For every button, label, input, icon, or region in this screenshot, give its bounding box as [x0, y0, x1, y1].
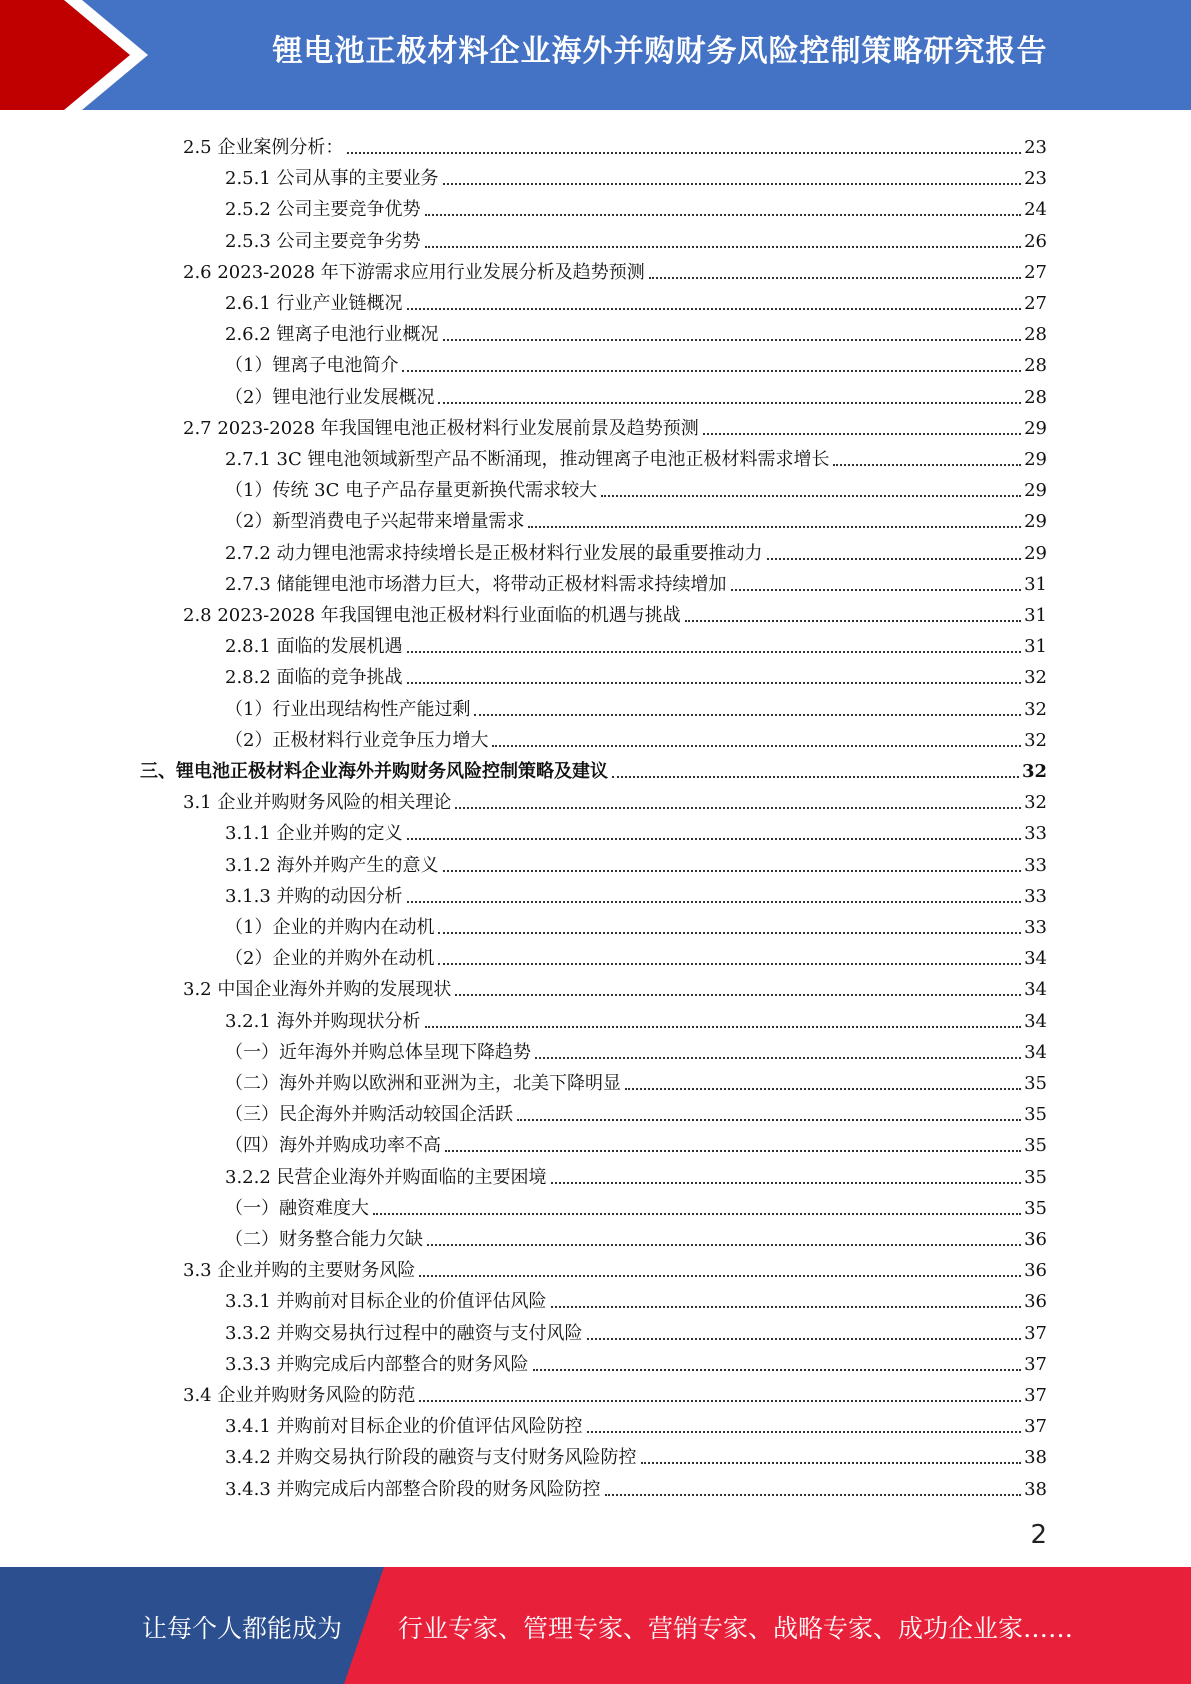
toc-entry[interactable]: [225, 378, 1047, 409]
toc-dot-leader: [455, 807, 1021, 809]
toc-entry-page: 35: [1024, 1166, 1047, 1188]
toc-entry-label: 2.5.3 公司主要竞争劣势: [225, 230, 421, 252]
toc-entry-page: 34: [1024, 948, 1047, 970]
toc-dot-leader: [407, 308, 1022, 310]
toc-entry-label: 3.3.1 并购前对目标企业的价值评估风险: [225, 1291, 547, 1313]
toc-entry[interactable]: [225, 939, 1047, 970]
toc-entry-label: 3.4 企业并购财务风险的防范: [183, 1385, 416, 1406]
toc-dot-leader: [517, 1119, 1021, 1121]
toc-entry-page: 26: [1024, 230, 1047, 252]
toc-entry-label: （2）企业的并购外在动机: [225, 948, 435, 970]
toc-entry-label: （二）财务整合能力欠缺: [225, 1229, 423, 1250]
toc-entry-label: （一）融资难度大: [225, 1197, 369, 1219]
toc-entry-page: 23: [1024, 137, 1047, 158]
toc-entry[interactable]: [225, 1470, 1047, 1501]
toc-dot-leader: [703, 433, 1021, 435]
toc-dot-leader: [551, 1306, 1022, 1308]
toc-entry-label: 2.5.1 公司从事的主要业务: [225, 168, 439, 190]
toc-entry[interactable]: [225, 846, 1047, 877]
toc-dot-leader: [425, 1026, 1022, 1028]
toc-dot-leader: [833, 464, 1021, 466]
toc-entry-page: 33: [1024, 854, 1047, 876]
toc-dot-leader: [407, 901, 1022, 903]
toc-entry-label: 2.7.1 3C 锂电池领域新型产品不断涌现，推动锂离子电池正极材料需求增长: [225, 449, 830, 470]
toc-dot-leader: [625, 1088, 1021, 1090]
toc-dot-leader: [443, 870, 1022, 872]
toc-entry[interactable]: [225, 502, 1047, 533]
toc-entry[interactable]: [140, 752, 1047, 783]
toc-entry[interactable]: [225, 1126, 1047, 1157]
toc-entry-label: （二）海外并购以欧洲和亚洲为主，北美下降明显: [225, 1073, 621, 1094]
toc-entry-page: 31: [1024, 605, 1047, 626]
toc-entry[interactable]: [225, 658, 1047, 689]
toc-entry-label: （1）传统 3C 电子产品存量更新换代需求较大: [225, 480, 598, 502]
toc-entry[interactable]: [225, 1438, 1047, 1469]
toc-dot-leader: [427, 1244, 1021, 1246]
toc-dot-leader: [605, 1494, 1022, 1496]
toc-entry-page: 35: [1024, 1197, 1047, 1219]
toc-entry-label: 3.2 中国企业海外并购的发展现状: [183, 979, 452, 1001]
toc-entry-page: 32: [1024, 792, 1047, 814]
toc-entry-label: 2.8.2 面临的竞争挑战: [225, 667, 403, 689]
toc-entry[interactable]: [225, 346, 1047, 377]
page-header: [0, 0, 1191, 110]
page-footer: [0, 1567, 1191, 1684]
toc-dot-leader: [731, 589, 1022, 591]
toc-entry-page: 37: [1024, 1322, 1047, 1344]
toc-entry[interactable]: [225, 1189, 1047, 1220]
toc-entry-label: 3.1.1 企业并购的定义: [225, 823, 403, 845]
toc-dot-leader: [685, 620, 1021, 622]
toc-entry[interactable]: [225, 1002, 1047, 1033]
toc-entry[interactable]: [225, 1095, 1047, 1126]
toc-entry-page: 36: [1024, 1229, 1047, 1250]
toc-dot-leader: [551, 1182, 1022, 1184]
page-number: 2: [1030, 1520, 1047, 1550]
toc-entry[interactable]: [225, 284, 1047, 315]
toc-entry[interactable]: [225, 1033, 1047, 1064]
toc-entry[interactable]: [225, 471, 1047, 502]
toc-dot-leader: [425, 246, 1022, 248]
toc-entry[interactable]: [225, 1064, 1047, 1095]
toc-entry[interactable]: [225, 222, 1047, 253]
toc-entry[interactable]: [225, 565, 1047, 596]
toc-entry-label: 3.2.1 海外并购现状分析: [225, 1010, 421, 1032]
toc-dot-leader: [438, 402, 1021, 404]
toc-entry[interactable]: [183, 1376, 1047, 1407]
toc-dot-leader: [587, 1338, 1022, 1340]
toc-entry-label: （1）锂离子电池简介: [225, 355, 399, 377]
toc-entry[interactable]: [225, 190, 1047, 221]
toc-entry-label: 3.3.2 并购交易执行过程中的融资与支付风险: [225, 1322, 583, 1344]
toc-entry-label: 3.1.2 海外并购产生的意义: [225, 854, 439, 876]
toc-entry-label: 三、锂电池正极材料企业海外并购财务风险控制策略及建议: [140, 761, 608, 782]
toc-entry-label: 2.6.1 行业产业链概况: [225, 293, 403, 314]
toc-entry-page: 32: [1024, 729, 1047, 751]
toc-entry-label: 2.7.3 储能锂电池市场潜力巨大，将带动正极材料需求持续增加: [225, 573, 727, 595]
toc-entry[interactable]: [183, 783, 1047, 814]
toc-entry-label: 2.5.2 公司主要竞争优势: [225, 199, 421, 221]
toc-entry-page: 29: [1024, 449, 1047, 470]
toc-entry-label: 3.1.3 并购的动因分析: [225, 885, 403, 907]
toc-entry-page: 32: [1024, 667, 1047, 689]
toc-entry-label: （2）锂电池行业发展概况: [225, 386, 435, 408]
toc-entry-page: 35: [1024, 1135, 1047, 1157]
toc-entry-page: 37: [1024, 1416, 1047, 1438]
toc-dot-leader: [767, 558, 1022, 560]
toc-entry-page: 24: [1024, 199, 1047, 221]
toc-dot-leader: [419, 1275, 1021, 1277]
toc-entry[interactable]: [225, 908, 1047, 939]
toc-entry-label: （四）海外并购成功率不高: [225, 1135, 441, 1157]
toc-entry-label: （一）近年海外并购总体呈现下降趋势: [225, 1041, 531, 1063]
toc-dot-leader: [492, 745, 1021, 747]
toc-entry[interactable]: [225, 721, 1047, 752]
toc-entry-page: 33: [1024, 823, 1047, 845]
toc-entry-page: 29: [1024, 511, 1047, 533]
toc-entry[interactable]: [225, 814, 1047, 845]
toc-dot-leader: [438, 932, 1021, 934]
footer-slogan-left: 让每个人都能成为: [142, 1614, 343, 1643]
toc-entry-page: 34: [1024, 979, 1047, 1001]
toc-dot-leader: [587, 1431, 1022, 1433]
toc-dot-leader: [641, 1462, 1022, 1464]
toc-entry[interactable]: [225, 690, 1047, 721]
toc-entry-page: 34: [1024, 1041, 1047, 1063]
toc-entry-label: （2）新型消费电子兴起带来增量需求: [225, 511, 525, 533]
toc-entry[interactable]: [225, 627, 1047, 658]
toc-dot-leader: [438, 963, 1021, 965]
toc-entry[interactable]: [225, 1158, 1047, 1189]
toc-dot-leader: [533, 1369, 1022, 1371]
toc-entry-label: 3.4.1 并购前对目标企业的价值评估风险防控: [225, 1416, 583, 1438]
toc-dot-leader: [445, 1150, 1021, 1152]
toc-entry-label: 2.7.2 动力锂电池需求持续增长是正极材料行业发展的最重要推动力: [225, 542, 763, 564]
toc-entry-page: 36: [1024, 1260, 1047, 1282]
toc-entry-page: 38: [1024, 1447, 1047, 1469]
toc-dot-leader: [407, 651, 1022, 653]
toc-dot-leader: [601, 495, 1021, 497]
toc-entry-page: 32: [1021, 761, 1047, 782]
toc-dot-leader: [528, 526, 1021, 528]
toc-entry[interactable]: [183, 596, 1047, 627]
toc-entry-label: 2.6.2 锂离子电池行业概况: [225, 324, 439, 346]
toc-entry[interactable]: [225, 534, 1047, 565]
toc-entry-label: 3.3 企业并购的主要财务风险: [183, 1260, 416, 1282]
toc-entry[interactable]: [183, 128, 1047, 159]
toc-dot-leader: [455, 994, 1021, 996]
toc-entry-page: 28: [1024, 355, 1047, 377]
toc-entry[interactable]: [225, 1220, 1047, 1251]
toc-dot-leader: [425, 214, 1022, 216]
toc-dot-leader: [373, 1213, 1021, 1215]
toc-entry-page: 35: [1024, 1104, 1047, 1126]
toc-entry-label: （三）民企海外并购活动较国企活跃: [225, 1104, 513, 1126]
toc-dot-leader: [535, 1057, 1021, 1059]
toc-dot-leader: [407, 682, 1022, 684]
toc-entry-label: 2.8.1 面临的发展机遇: [225, 636, 403, 658]
toc-entry[interactable]: [225, 315, 1047, 346]
toc-entry[interactable]: [225, 440, 1047, 471]
toc-entry-page: 31: [1024, 636, 1047, 658]
toc-entry-label: （1）企业的并购内在动机: [225, 917, 435, 938]
toc-entry-label: 3.1 企业并购财务风险的相关理论: [183, 792, 452, 814]
toc-entry-page: 36: [1024, 1291, 1047, 1313]
toc-entry-page: 29: [1024, 480, 1047, 502]
toc-dot-leader: [612, 776, 1019, 778]
toc-entry-page: 38: [1024, 1478, 1047, 1500]
toc-entry-page: 35: [1024, 1073, 1047, 1094]
toc-entry[interactable]: [183, 253, 1047, 284]
toc-entry-label: 2.5 企业案例分析：: [183, 137, 344, 158]
toc-entry-label: 2.7 2023-2028 年我国锂电池正极材料行业发展前景及趋势预测: [183, 417, 699, 439]
toc-entry-label: 3.2.2 民营企业海外并购面临的主要困境: [225, 1166, 547, 1188]
toc-entry[interactable]: [183, 1251, 1047, 1282]
toc-entry-label: （2）正极材料行业竞争压力增大: [225, 729, 489, 751]
toc-entry-page: 28: [1024, 386, 1047, 408]
toc-dot-leader: [419, 1400, 1021, 1402]
toc-entry-label: （1）行业出现结构性产能过剩: [225, 698, 471, 720]
toc-entry-label: 3.3.3 并购完成后内部整合的财务风险: [225, 1353, 529, 1375]
toc-entry-page: 32: [1024, 698, 1047, 720]
toc-dot-leader: [402, 370, 1021, 372]
toc-entry-page: 23: [1024, 168, 1047, 190]
toc-entry[interactable]: [225, 1345, 1047, 1376]
toc-dot-leader: [407, 838, 1022, 840]
toc-dot-leader: [443, 339, 1022, 341]
toc-entry[interactable]: [225, 1282, 1047, 1313]
toc-entry[interactable]: [225, 1407, 1047, 1438]
toc-entry-page: 33: [1024, 917, 1047, 938]
toc-entry-label: 3.4.3 并购完成后内部整合阶段的财务风险防控: [225, 1478, 601, 1500]
toc-entry-page: 37: [1024, 1353, 1047, 1375]
toc-entry-page: 29: [1024, 542, 1047, 564]
toc-entry[interactable]: [225, 877, 1047, 908]
toc-entry-page: 28: [1024, 324, 1047, 346]
toc-entry-page: 27: [1024, 293, 1047, 314]
toc-entry[interactable]: [225, 1314, 1047, 1345]
report-title: 锂电池正极材料企业海外并购财务风险控制策略研究报告: [272, 34, 1048, 69]
toc-entry-page: 27: [1024, 261, 1047, 283]
toc-entry-label: 3.4.2 并购交易执行阶段的融资与支付财务风险防控: [225, 1447, 637, 1469]
toc-entry-page: 31: [1024, 573, 1047, 595]
toc-entry-label: 2.8 2023-2028 年我国锂电池正极材料行业面临的机遇与挑战: [183, 605, 681, 626]
toc-dot-leader: [443, 183, 1022, 185]
toc-entry-page: 33: [1024, 885, 1047, 907]
toc-entry[interactable]: [183, 409, 1047, 440]
toc-dot-leader: [649, 277, 1021, 279]
toc-entry-label: 2.6 2023-2028 年下游需求应用行业发展分析及趋势预测: [183, 261, 645, 283]
footer-slogan-right: 行业专家、管理专家、营销专家、战略专家、成功企业家……: [398, 1614, 1074, 1643]
toc-entry[interactable]: [225, 159, 1047, 190]
toc-entry-page: 37: [1024, 1385, 1047, 1406]
toc-entry-page: 29: [1024, 417, 1047, 439]
toc-entry[interactable]: [183, 970, 1047, 1001]
toc-dot-leader: [474, 714, 1021, 716]
toc-dot-leader: [347, 152, 1021, 154]
toc-entry-page: 34: [1024, 1010, 1047, 1032]
